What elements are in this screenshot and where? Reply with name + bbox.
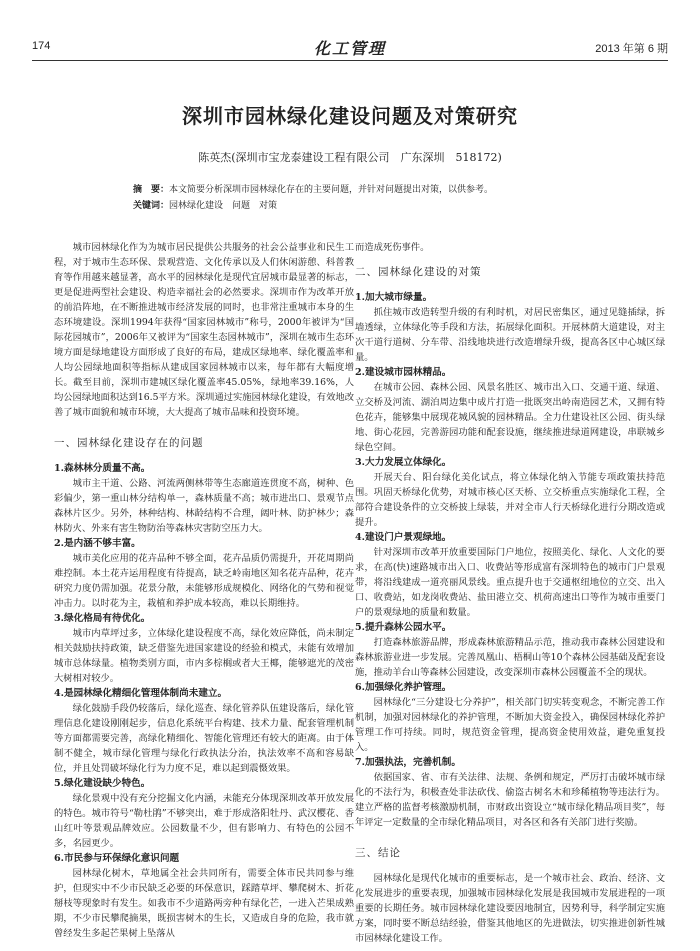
solution-paragraph-2: 在城市公园、森林公园、风景名胜区、城市出入口、交通干道、绿道、立交桥及河流、湖泊周边集中成片打造一批既突出岭南造园艺术，又拥有特色花卉，能够集中展现花城风貌的园林精品。全力仕建设社区公园、街头绿地、街心花园，完善游园功能和配套设施，继续推进绿道网建设，串联城乡绿色空间。 <box>355 382 665 453</box>
solution-heading-1: 1.加大城市绿量。 <box>355 292 433 303</box>
problem-paragraph-3: 城市内草坪过多，立体绿化建设程度不高，绿化效应降低，尚未制定相关鼓励扶持政策，缺乏借鉴先进国家建设的经验和模式，未能有效增加城市总体绿量。植物类别方面，市内多棕榈或者大王椰，能够遮光的茂密大树相对较少。 <box>54 628 354 684</box>
problem-heading-2: 2.是内涵不够丰富。 <box>54 538 141 549</box>
problem-heading-3: 3.绿化格局有待优化。 <box>54 613 151 624</box>
problem-heading-4: 4.是园林绿化精细化管理体制尚未建立。 <box>54 688 228 699</box>
solution-heading-5: 5.提升森林公园水平。 <box>355 622 452 633</box>
header-rule <box>32 60 668 61</box>
keywords-line <box>133 198 573 214</box>
solution-heading-2: 2.建设城市园林精品。 <box>355 367 452 378</box>
solution-paragraph-4: 针对深圳市改革开放重要国际门户地位，按照美化、绿化、人文化的要求，在高(快)速路城市出入口、收费站等形成富有深圳特色的城市门户景观带，将沿线建成一道亮丽风景线。重点提升也于交通枢纽地位的立交、出入口、收费站，如龙岗收费站、盐田港立交、机荷高速出口等作为城市重要门户的景观绿地的质量和数量。 <box>355 547 665 618</box>
author-line: 陈英杰(深圳市宝龙泰建设工程有限公司 广东深圳 518172) <box>198 151 502 164</box>
solution-paragraph-3: 开展天台、阳台绿化美化试点，将立体绿化纳入节能专项政策扶持范围。巩固天桥绿化优势，对城市核心区天桥、立交桥重点实施绿化工程，全部符合建设条件的立交桥披上绿装，并对全市人行天桥绿化进行分期改造或提升。 <box>355 472 665 528</box>
problem-heading-1: 1.森林林分质量不高。 <box>54 463 151 474</box>
solution-heading-6: 6.加强绿化养护管理。 <box>355 682 452 693</box>
section-heading-solutions: 二、园林绿化建设的对策 <box>355 266 482 278</box>
continuation-text: 而造成死伤事件。 <box>355 242 430 253</box>
solution-paragraph-6: 园林绿化“三分建设七分养护”，相关部门切实转变观念，不断完善工作机制，加强对园林绿化的养护管理，不断加大资金投入，确保园林绿化养护管理工作可持续。同时，规范资金管理，提高资金使用效益，避免重复投入。 <box>355 697 665 753</box>
problem-paragraph-2: 城市美化应用的花卉品种不够全面，花卉品质仍需提升，开花周期尚难控制。本土花卉运用程度有待提高，缺乏岭南地区知名花卉品种，花卉研究力度仍需加强。花景分散，未能够形成规模化、网络化的气势和视觉冲击力。以时花为主，栽植和养护成本较高，难以长期维持。 <box>54 553 354 609</box>
problem-paragraph-1: 城市主干道、公路、河流两侧林带等生态廊道连贯度不高，树种、色彩偏少，第一重山林分结构单一，森林质量不高；城市进出口、景观节点森林片区少。另外，林种结构、林龄结构不合理，阔叶林、防护林少；森林防火、外来有害生物防治等森林灾害防空压力大。 <box>54 478 354 534</box>
conclusion-paragraph: 园林绿化是现代化城市的重要标志，是一个城市社会、政治、经济、文化发展进步的重要表现，加强城市园林绿化发展是我国城市发展进程的一项重要的长期任务。城市园林绿化建设要因地制宜，因势利导，科学制定实施方案，同时要不断总结经验，借鉴其他地区的先进做法，切实推进创新性城市园林绿化建设工作。 <box>355 873 665 944</box>
section-heading-conclusion: 三、结论 <box>355 847 401 859</box>
abstract-block <box>133 182 573 214</box>
problem-heading-6: 6.市民参与环保绿化意识问题 <box>54 853 180 864</box>
solution-heading-7: 7.加强执法，完善机制。 <box>355 757 461 768</box>
problem-paragraph-6: 园林绿化树木，草地属全社会共同所有，需要全体市民共同参与维护，但现实中不少市民缺乏必要的环保意识，踩踏草坪、攀爬树木、折花掰枝等现象时有发生。如我市不少道路两旁种有绿化芒，一进入芒果成熟期，不少市民攀爬摘果，既损害树木的生长，又造成自身的危险，我市就曾经发生多起芒果树上坠落从 <box>54 868 354 939</box>
journal-name: 化工管理 <box>313 39 386 58</box>
page-number: 174 <box>32 40 51 52</box>
solution-heading-4: 4.建设门户景观绿地。 <box>355 532 452 543</box>
intro-paragraph: 城市园林绿化作为为城市居民提供公共服务的社会公益事业和民生工程，对于城市生态环保、景观营造、文化传承以及人们休闲游憩、科普教育等作用越来越显著，高水平的园林绿化是现代宜居城市最显著的标志，更是促进两型社会建设、构造幸福社会的必然要求。深圳市作为改革开放的前沿阵地，在不断推进城市经济发展的同时，也非常注重城市本身的生态环境建设。深圳1994年获得“国家园林城市”称号，2000年被评为“国际花园城市”，2006年又被评为“国家生态园林城市”，深圳在城市生态环境方面是绿地建设方面形成了良好的布局，建成区绿地率、绿化覆盖率和人均公园绿地面积等指标从建成国家园林城市以来，每年都有大幅度增长。截至目前，深圳市建城区绿化覆盖率45.05%，绿地率39.16%，人均公园绿地面积达到16.5平方米。深圳通过实施园林绿化建设，有效地改善了城市面貌和城市环境，大大提高了城市品味和投资环境。 <box>54 242 354 418</box>
section-heading-problems: 一、园林绿化建设存在的问题 <box>54 437 204 449</box>
solution-paragraph-5: 打造森林旅游品牌，形成森林旅游精品示范，推动我市森林公园建设和森林旅游业进一步发展。完善凤凰山、梧桐山等10个森林公园基础及配套设施，推动羊台山等森林公园建设，改变深圳市森林公园覆盖不全的现状。 <box>355 637 665 678</box>
problem-heading-5: 5.绿化建设缺少特色。 <box>54 778 151 789</box>
right-column <box>355 240 665 946</box>
solution-heading-3: 3.大力发展立体绿化。 <box>355 457 452 468</box>
article-title: 深圳市园林绿化建设问题及对策研究 <box>182 104 518 128</box>
problem-paragraph-5: 绿化景观中没有充分挖掘文化内涵，未能充分体现深圳改革开放发展的特色。城市符号“勒杜鹃”不够突出，难于形成洛阳牡丹、武汉樱花、香山红叶等景观品牌效应。公园数量不少，但有影响力、有特色的公园不多，名园更少。 <box>54 793 354 849</box>
solution-paragraph-7: 依据国家、省、市有关法律、法规、条例和规定，严厉打击破坏城市绿化的不法行为，积极查处非法砍伐、偷盗古树名木和珍稀植物等违法行为。建立严格的监督考核激励机制，市财政出资设立“城市绿化精品项目奖”，每年评定一定数量的全市绿化精品项目，对各区和各有关部门进行奖励。 <box>355 772 665 828</box>
page-header <box>32 36 668 58</box>
abstract-label: 摘 要： <box>133 185 170 195</box>
abstract-text: 本文简要分析深圳市园林绿化存在的主要问题，并针对问题提出对策，以供参考。 <box>169 185 494 195</box>
left-column <box>54 240 354 941</box>
keywords-label: 关键词： <box>133 201 170 211</box>
solution-paragraph-1: 抓住城市改造转型升级的有利时机，对居民密集区，通过见缝插绿，拆墙透绿，立体绿化等手段和方法，拓展绿化面积。开展林荫大道建设，对主次干道行道树、分车带、沿线地块进行改造增绿升级，提高各区中心城区绿量。 <box>355 307 665 363</box>
keywords-text: 园林绿化建设 问题 对策 <box>169 201 278 211</box>
issue-label: 2013 年第 6 期 <box>595 43 668 55</box>
problem-paragraph-4: 绿化鼓励手段仍较落后，绿化巡查、绿化管养队伍建设落后，绿化管理信息化建设刚刚起步，信息化系统平台构建、技术力量、配套管理机制等方面都需要完善，高绿化精细化、智能化管理还有较大的距离。由于体制不健全，城市绿化管理与绿化行政执法分治，执法效率不高和容易缺位，并且处罚破坏绿化行为力度不足，难以起到震慑效果。 <box>54 703 354 774</box>
abstract-line <box>133 182 573 198</box>
